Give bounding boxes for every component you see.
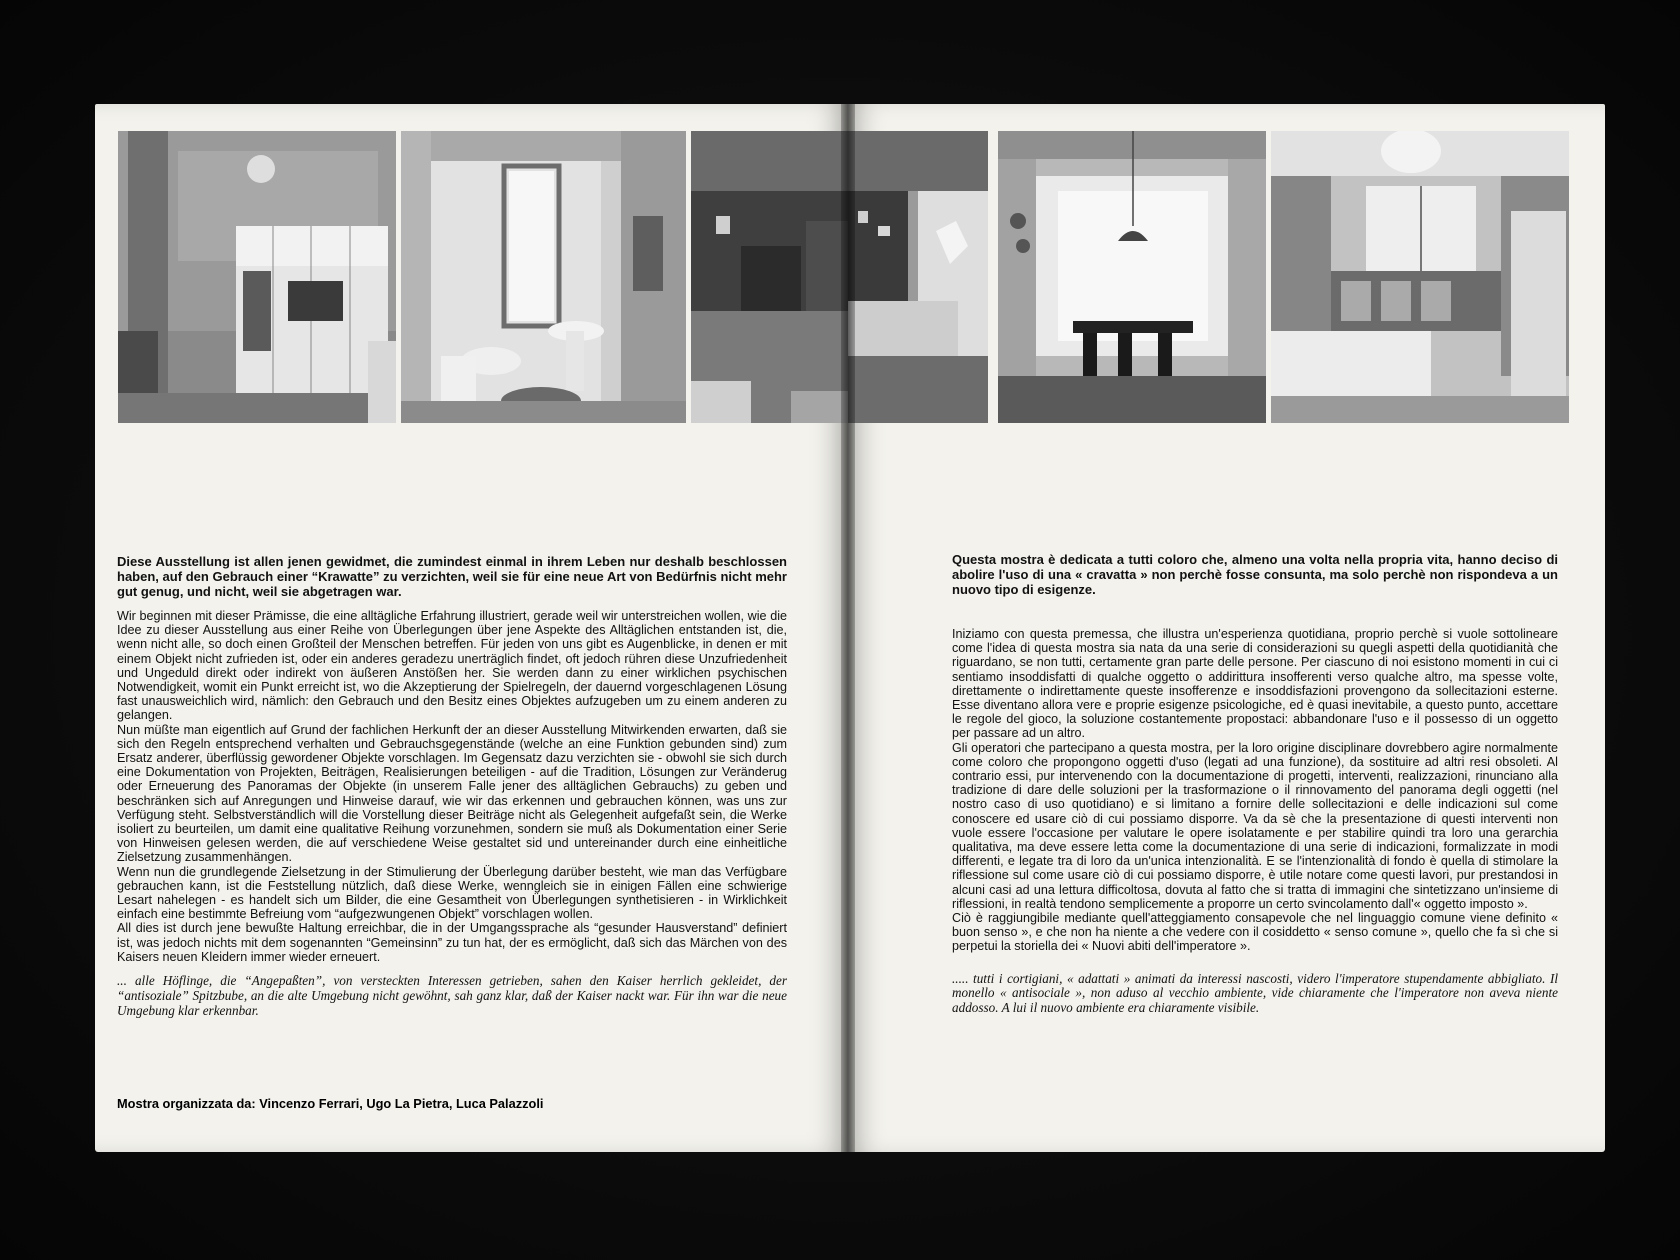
right-text-block xyxy=(952,552,1558,1016)
left-text-block xyxy=(117,554,787,1018)
left-body-text: Wir beginnen mit dieser Prämisse, die eine alltägliche Erfahrung illustriert, gerade weil wir unterstreichen wollen, wie die Idee zu dieser Ausstellung aus einer Reihe von Überlegungen über jene Aspekte des Alltäglichen entstanden ist, die, wenn nicht alle, so doch einen Großteil der Menschen betreffen. Für jeden von uns gibt es Augenblicke, in denen er mit einem Objekt nicht zufrieden ist, oder ein anderes geradezu unerträglich findet, oft jedoch rühren diese Unzufriedenheit und Ungeduld direkt oder indirekt von äußeren Anstößen her. Sie werden dann zu einer wirklichen psychischen Notwendigkeit, womit ein Punkt erreicht ist, wo die Akzeptierung der Spielregeln, der dauernd vorgeschlagenen Lösung fast unausweichlich wird, nämlich: den Gebrauch und den Besitz eines Objektes aufzugeben um zu einem anderen zu gelangen. Nun müßte man eigentlich auf Grund der fachlichen Herkunft der an dieser Ausstellung Mitwirkenden erwarten, daß sie sich den Regeln entsprechend verhalten und Gebrauchsgegenstände (welche an eine Funktion gebunden sind) zum Ersatz anderer, überflüssig gewordener Objekte vorschlagen. Im Gegensatz dazu verzichten sie - obwohl sie sich durch eine Dokumentation von Projekten, Beiträgen, Realisierungen beteiligen - auf die Tradition, Lösungen zur Veränderug oder Erneuerung des Panoramas der Objekte (in unserem Falle jener des alltäglichen Gebrauchs) zu geben und beschränken sich auf Anregungen und Hinweise darauf, wie wir das erkennen und gebrauchen können, was uns zur Verfügung steht. Selbstverständlich will die Vorstellung dieser Beiträge nicht als Gelegenheit aufgefaßt sein, die Werke isoliert zu beurteilen, um damit eine qualitative Reihung vorzunehmen, sondern sie muß als Dokumentation einer Serie von Hinweisen gelesen werden, die auf verschiedene Weise gestaltet sid und untereinander durch eine einheitliche Zielsetzung zusammenhängen. Wenn nun die grundlegende Zielsetzung in der Stimulierung der Überlegung darüber besteht, wie man das Verfügbare gebrauchen kann, ist die Feststellung nützlich, daß diese Werke, wenngleich sie in einigen Fällen eine schwierige Lesart nahelegen - es handelt sich um Bilder, die eine Gesamtheit von Überlegungen synthetisieren - in Wirklichkeit einfach eine bestimmte Befreiung vom “aufgezwungenen Objekt” vorschlagen wollen. All dies ist durch jene bewußte Haltung erreichbar, die in der Umgangssprache als “gesunder Hausverstand” definiert ist, was jedoch nichts mit dem sogenannten “Gemeinsinn” zu tun hat, der es ermöglicht, daß sich das Märchen von des Kaisers neuen Kleidern immer wieder erneuert. xyxy=(117,609,787,964)
photo-living-room-right xyxy=(848,131,988,423)
photo-bathroom xyxy=(401,131,686,423)
right-body-text: Iniziamo con questa premessa, che illustra un'esperienza quotidiana, proprio perchè si vuole sottolineare come l'idea di questa mostra sia nata da una serie di considerazioni su quegli aspetti della quotidianità che riguardano, se non tutti, certamente gran parte delle persone. Per ciascuno di noi esistono momenti in cui ci sentiamo insoddisfatti di qualche oggetto o addirittura insofferenti verso qualche altro, ma spesse volte, direttamente o indirettamente queste insofferenze e insoddisfazioni provengono da sollecitazioni esterne. Esse diventano allora vere e proprie esigenze psicologiche, ed è quasi inevitabile, a questo punto, accettare le regole del gioco, la soluzione costantemente propostaci: abbandonare l'uso e il possesso di un oggetto per passare ad un altro. Gli operatori che partecipano a questa mostra, per la loro origine disciplinare dovrebbero agire normalmente come coloro che propongono oggetti d'uso (legati ad una funzione), da sostituire ad altri resi obsoleti. Al contrario essi, pur intervenendo con la documentazione di progetti, interventi, realizzazioni, rinunciano alla tradizione di dare delle soluzioni per la trasformazione o il rinnovamento del panorama degli oggetti (nel nostro caso di uso quotidiano) e si limitano a fornire delle sollecitazioni e delle indicazioni sul come conoscere ed usare ciò di cui possiamo disporre. Va da sè che la presentazione di questi interventi non vuole essere l'occasione per valutare le opere isolatamente e per stabilire quindi tra loro una gerarchia qualitativa, ma deve essere letta come la documentazione di una serie di indicazioni, formalizzate in modi differenti, e legate tra di loro da un'unica intenzionalità. E se l'intenzionalità di fondo è quella di stimolare la riflessione sul come usare ciò di cui possiamo disporre, è utile notare come questi lavori, pur prestandosi in alcuni casi ad una lettura difficoltosa, dovuta al fatto che si tratta di immagini che sintetizzano un'insieme di riflessioni, in realtà tendono semplicemente a proporre un certo svincolamento dall'« oggetto imposto ». Ciò è raggiungibile mediante quell'atteggiamento consapevole che nel linguaggio comune viene definito « buon senso », e che non ha niente a che vedere con il cosiddetto « senso comune », quello che fa sì che si perpetui la storiella dei « Nuovi abiti dell'imperatore ». xyxy=(952,627,1558,954)
left-lead-paragraph: Diese Ausstellung ist allen jenen gewidmet, die zumindest einmal in ihrem Leben nur deshalb beschlossen haben, auf den Gebrauch einer “Krawatte” zu verzichten, weil sie für eine neue Art von Bedürfnis nicht mehr gut genug, und nicht, weil sie abgetragen war. xyxy=(117,554,787,599)
right-quote: ..... tutti i cortigiani, « adattati » animati da interessi nascosti, videro l'imperatore stupendamente abbigliato. Il monello « antisociale », non aduso al vecchio ambiente, vide chiaramente che l'imperatore non aveva niente addosso. A lui il nuovo ambiente era chiaramente visibile. xyxy=(952,970,1558,1016)
photo-dining-room xyxy=(998,131,1266,423)
photo-bedroom xyxy=(1271,131,1569,423)
right-page xyxy=(848,104,1605,1152)
exhibition-credit: Mostra organizzata da: Vincenzo Ferrari, Ugo La Pietra, Luca Palazzoli xyxy=(117,1096,544,1111)
open-booklet xyxy=(95,104,1605,1152)
book-gutter xyxy=(841,104,855,1152)
photo-kitchen xyxy=(118,131,396,423)
right-lead-paragraph: Questa mostra è dedicata a tutti coloro che, almeno una volta nella propria vita, hanno deciso di abolire l'uso di una « cravatta » non perchè fosse consunta, ma solo perchè non rispondeva a un nuovo tipo di esigenze. xyxy=(952,552,1558,597)
photo-living-room-left xyxy=(691,131,848,423)
left-quote: ... alle Höflinge, die “Angepaßten”, von versteckten Interessen getrieben, sahen den Kaiser herrlich gekleidet, der “antisoziale” Spitzbube, an die alte Umgebung nicht gewöhnt, sah ganz klar, daß der Kaiser nackt war. Für ihn war die neue Umgebung klar erkennbar. xyxy=(117,973,787,1018)
left-page xyxy=(95,104,848,1152)
